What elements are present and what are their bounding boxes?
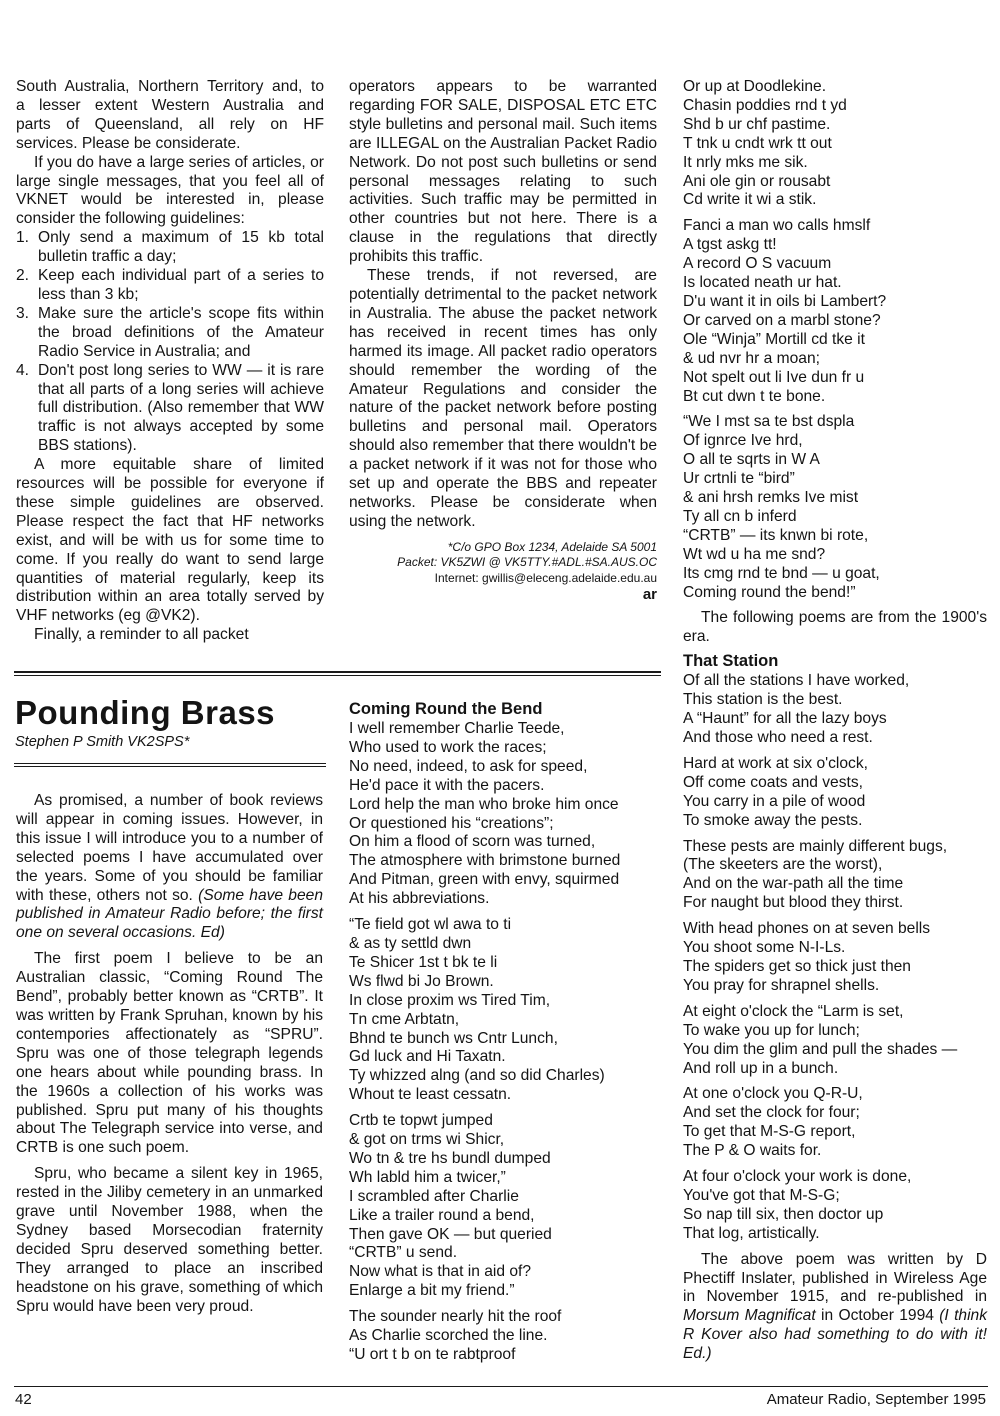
verse-line: The P & O waits for.: [683, 1142, 822, 1160]
verse-line: Not spelt out li Ive dun fr u: [683, 368, 865, 386]
paragraph: Finally, a reminder to all packet: [34, 626, 249, 644]
verse-line: T tnk u cndt wrk tt out: [683, 134, 832, 152]
verse-line: Gd luck and Hi Taxatn.: [349, 1048, 506, 1066]
verse-line: D'u want it in oils bi Lambert?: [683, 292, 887, 310]
verse-line: And on the war-path all the time: [683, 875, 904, 893]
stanza: [683, 920, 987, 996]
verse-line: Wt wd u ha me snd?: [683, 545, 826, 563]
verse-line: “CRTB” — its knwn bi rote,: [683, 526, 869, 544]
verse-line: Like a trailer round a bend,: [349, 1206, 535, 1224]
list-item: 4. Don't post long series to WW — it is rare that all parts of a long series will achieve full distribution. (Also remember that WW traffic is not always accepted by some BBS stations).: [16, 361, 324, 455]
verse-line: He'd pace it with the pacers.: [349, 776, 545, 794]
verse-line: No need, indeed, to ask for speed,: [349, 757, 588, 775]
verse-line: A tgst askg tt!: [683, 236, 777, 254]
verse-line: It nrly mks me sik.: [683, 153, 808, 171]
stanza: [349, 916, 659, 1105]
stanza: [683, 217, 987, 406]
verse-line: So nap till six, then doctor up: [683, 1205, 884, 1223]
verse-line: “CRTB” u send.: [349, 1244, 458, 1262]
stanza: [349, 1308, 659, 1365]
verse-line: This station is the best.: [683, 691, 843, 709]
paragraph: The first poem I believe to be an Australian classic, “Coming Round The Bend”, probably better known as “CRTB”. It was written by Frank Spruhan, known by his contempories affectionately as “SPRU”. Spru was one of those telegraph legends one hears about while pounding brass. In the 1960s a collection of his works was published. Spru put many of his thoughts about The Telegraph service into verse, and CRTB is one such poem.: [16, 950, 323, 1157]
poem-continuation: [683, 78, 987, 602]
verse-line: Enlarge a bit my friend.”: [349, 1282, 515, 1300]
text-line: parts of Queensland, all rely on HF: [16, 115, 324, 133]
paragraph: operators appears to be warranted regarding FOR SALE, DISPOSAL ETC ETC style bulletins and personal mail. Such items are ILLEGAL on the Australian Packet Radio Network. Do not post such bulletins or send personal messages relating to such activities. Such traffic may be permitted in other countries but not here. There is a clause in the regulations that directly prohibits this traffic.: [349, 78, 657, 266]
column-2-poem: [349, 698, 659, 1365]
verse-line: Is located neath ur hat.: [683, 274, 842, 292]
list-item: 1. Only send a maximum of 15 kb total bulletin traffic a day;: [16, 229, 324, 266]
verse-line: Bt cut dwn t te bone.: [683, 387, 826, 405]
verse-line: With head phones on at seven bells: [683, 920, 931, 938]
verse-line: To wake you up for lunch;: [683, 1021, 860, 1039]
poem-title: Coming Round the Bend: [349, 700, 543, 718]
byline-rule-second: [14, 766, 326, 767]
poem-body: [683, 672, 987, 1243]
verse-line: Coming round the bend!”: [683, 583, 856, 601]
verse-line: I well remember Charlie Teede,: [349, 720, 565, 737]
verse-line: That log, artistically.: [683, 1224, 820, 1242]
verse-line: Shd b ur chf pastime.: [683, 115, 831, 133]
verse-line: Off come coats and vests,: [683, 773, 863, 791]
verse-line: At one o'clock you Q-R-U,: [683, 1085, 863, 1103]
text-line: services. Please be considerate.: [16, 134, 241, 152]
verse-line: You've got that M-S-G;: [683, 1186, 840, 1204]
stanza: [349, 720, 659, 909]
stanza: [683, 838, 987, 914]
verse-line: The sounder nearly hit the roof: [349, 1308, 562, 1326]
column-1-top: [16, 78, 324, 645]
byline-rule: [14, 763, 326, 764]
verse-line: Hard at work at six o'clock,: [683, 754, 868, 772]
author-internet: Internet: gwillis@eleceng.adelaide.edu.au: [434, 570, 657, 585]
column-2-top: [349, 78, 657, 604]
poem-body: [349, 720, 659, 1365]
verse-line: & got on trms wi Shicr,: [349, 1131, 505, 1149]
list-item: 3. Make sure the article's scope fits within the broad definitions of the Amateur Radio Service in Australia; and: [16, 304, 324, 360]
verse-line: Who used to work the races;: [349, 738, 547, 756]
verse-line: The spiders get so thick just then: [683, 957, 911, 975]
paragraph: A more equitable share of limited resources will be possible for everyone if these simple guidelines are observed. Please respect the fact that HF networks exist, and will be with us for some time to come. If you really do want to send large quantities of material regularly, keep its distribution within an area totally served by VHF networks (eg @VK2).: [16, 456, 324, 625]
text-line: a lesser extent Western Australia and: [16, 96, 324, 114]
author-packet: Packet: VK5ZWI @ VK5TTY.#ADL.#SA.AUS.OC: [397, 555, 657, 570]
footer-rule: [14, 1386, 988, 1387]
verse-line: I scrambled after Charlie: [349, 1187, 519, 1205]
article-divider-top: [14, 671, 661, 673]
verse-line: Now what is that in aid of?: [349, 1263, 532, 1281]
verse-line: Ty all cn b inferd: [683, 507, 797, 525]
paragraph: Spru, who became a silent key in 1965, rested in the Jiliby cemetery in an unmarked grave until November 1988, when the Sydney based Morsecodian fraternity decided Spru deserved something better. They arranged to place an inscribed headstone on his grave, something of which Spru would have been very proud.: [16, 1165, 323, 1315]
verse-line: Of ignrce Ive hrd,: [683, 432, 803, 450]
paragraph: The following poems are from the 1900's era.: [683, 609, 987, 646]
verse-line: Te Shicer 1st t bk te li: [349, 953, 498, 971]
verse-line: Fanci a man wo calls hmslf: [683, 217, 871, 235]
verse-line: Crtb te topwt jumped: [349, 1112, 493, 1130]
verse-line: As Charlie scorched the line.: [349, 1327, 548, 1345]
poem-title: That Station: [683, 652, 779, 671]
verse-line: At eight o'clock the “Larm is set,: [683, 1002, 904, 1020]
verse-line: At four o'clock your work is done,: [683, 1168, 912, 1186]
verse-line: You dim the glim and pull the shades —: [683, 1040, 958, 1058]
verse-line: On him a flood of scorn was turned,: [349, 833, 596, 851]
verse-line: Of all the stations I have worked,: [683, 672, 910, 690]
verse-line: In close proxim ws Tired Tim,: [349, 991, 551, 1009]
column-1-article: [16, 792, 323, 1316]
verse-line: “Te field got wl awa to ti: [349, 916, 512, 934]
verse-line: Then gave OK — but queried: [349, 1225, 552, 1243]
paragraph: If you do have a large series of articles, or large single messages, that you feel all of VKNET would be interested in, please consider the following guidelines:: [16, 153, 324, 228]
stanza: [683, 672, 987, 748]
verse-line: Or questioned his “creations”;: [349, 814, 554, 832]
verse-line: Wh labld him a twicer,”: [349, 1168, 506, 1186]
author-address: *C/o GPO Box 1234, Adelaide SA 5001: [447, 539, 657, 554]
verse-line: The atmosphere with brimstone burned: [349, 852, 621, 870]
verse-line: Or up at Doodlekine.: [683, 78, 827, 95]
verse-line: You pray for shrapnel shells.: [683, 976, 880, 994]
verse-line: At his abbreviations.: [349, 890, 490, 908]
verse-line: Wo tn & tre hs bundl dumped: [349, 1149, 551, 1167]
stanza: [683, 78, 987, 210]
verse-line: Or carved on a marbl stone?: [683, 311, 881, 329]
stanza: [683, 413, 987, 602]
stanza: [683, 755, 987, 831]
verse-line: Lord help the man who broke him once: [349, 795, 619, 813]
verse-line: (The skeeters are the worst),: [683, 856, 883, 874]
verse-line: A “Haunt” for all the lazy boys: [683, 710, 887, 728]
verse-line: Bhnd te bunch ws Cntr Lunch,: [349, 1029, 558, 1047]
article-byline: Stephen P Smith VK2SPS*: [15, 734, 190, 750]
verse-line: Ty whizzed alng (and so did Charles): [349, 1067, 605, 1085]
verse-line: “U ort t b on te rabtproof: [349, 1346, 516, 1363]
verse-line: O all te sqrts in W A: [683, 451, 820, 469]
text-line: South Australia, Northern Territory and, to: [16, 78, 324, 95]
verse-line: And roll up in a bunch.: [683, 1059, 839, 1077]
verse-line: These pests are mainly different bugs,: [683, 837, 948, 855]
stanza: [349, 1112, 659, 1301]
verse-line: Ole “Winja” Mortill cd tke it: [683, 330, 865, 348]
verse-line: And Pitman, green with envy, squirmed: [349, 871, 620, 889]
verse-line: & ud nvr hr a moan;: [683, 349, 820, 367]
verse-line: Ur crtnli te “bird”: [683, 470, 795, 488]
end-mark: ar: [642, 586, 657, 604]
stanza: [683, 1168, 987, 1244]
verse-line: Whout te least cessatn.: [349, 1086, 512, 1104]
list-item: 2. Keep each individual part of a series to less than 3 kb;: [16, 267, 324, 303]
stanza: [683, 1003, 987, 1079]
paragraph: These trends, if not reversed, are potentially detrimental to the packet network in Australia. The abuse the packet network has received in recent times has only harmed its image. All packet radio operators should remember the wording of the Amateur Regulations and consider the nature of the packet network before posting bulletins and personal mail. Operators should also remember that there wouldn't be a packet network if it was not for those who set up and operate the BBS and repeater networks. Please be considerate when using the network.: [349, 267, 657, 530]
verse-line: A record O S vacuum: [683, 255, 832, 273]
verse-line: Cd write it wi a stik.: [683, 191, 817, 209]
verse-line: To smoke away the pests.: [683, 811, 863, 829]
verse-line: You carry in a pile of wood: [683, 792, 866, 810]
stanza: [683, 1085, 987, 1161]
verse-line: Its cmg rnd te bnd — u goat,: [683, 564, 880, 582]
verse-line: For naught but blood they thirst.: [683, 894, 904, 912]
article-title: Pounding Brass: [15, 694, 276, 731]
verse-line: Chasin poddies rnd t yd: [683, 96, 847, 114]
verse-line: & ani hrsh remks Ive mist: [683, 489, 859, 507]
page-number: 42: [15, 1391, 32, 1408]
verse-line: Tn cme Arbtatn,: [349, 1010, 460, 1028]
verse-line: And set the clock for four;: [683, 1104, 860, 1122]
publication-name: Amateur Radio, September 1995: [766, 1391, 986, 1408]
verse-line: “We I mst sa te bst dspla: [683, 413, 855, 431]
paragraph-closing: The above poem was written by D Phectiff Inslater, published in Wireless Age in November 1915, and re-published in Morsum Magnificat in October 1994 (I think R Kover also had something to do with it! Ed.): [683, 1250, 988, 1363]
verse-line: To get that M-S-G report,: [683, 1123, 856, 1141]
verse-line: Ws flwd bi Jo Brown.: [349, 972, 494, 990]
verse-line: Ani ole gin or rousabt: [683, 172, 831, 190]
column-3: [683, 78, 987, 1364]
article-divider-second: [14, 675, 661, 676]
verse-line: You shoot some N-I-Ls.: [683, 939, 846, 957]
verse-line: And those who need a rest.: [683, 729, 873, 746]
paragraph-intro: As promised, a number of book reviews will appear in coming issues. However, in this issue I will introduce you to a number of selected poems I have accumulated over the years. Some of you should be familiar with these, others not so. (Some have been published in Amateur Radio before; the first one on several occasions. Ed): [16, 792, 323, 942]
verse-line: & as ty settld dwn: [349, 934, 472, 952]
